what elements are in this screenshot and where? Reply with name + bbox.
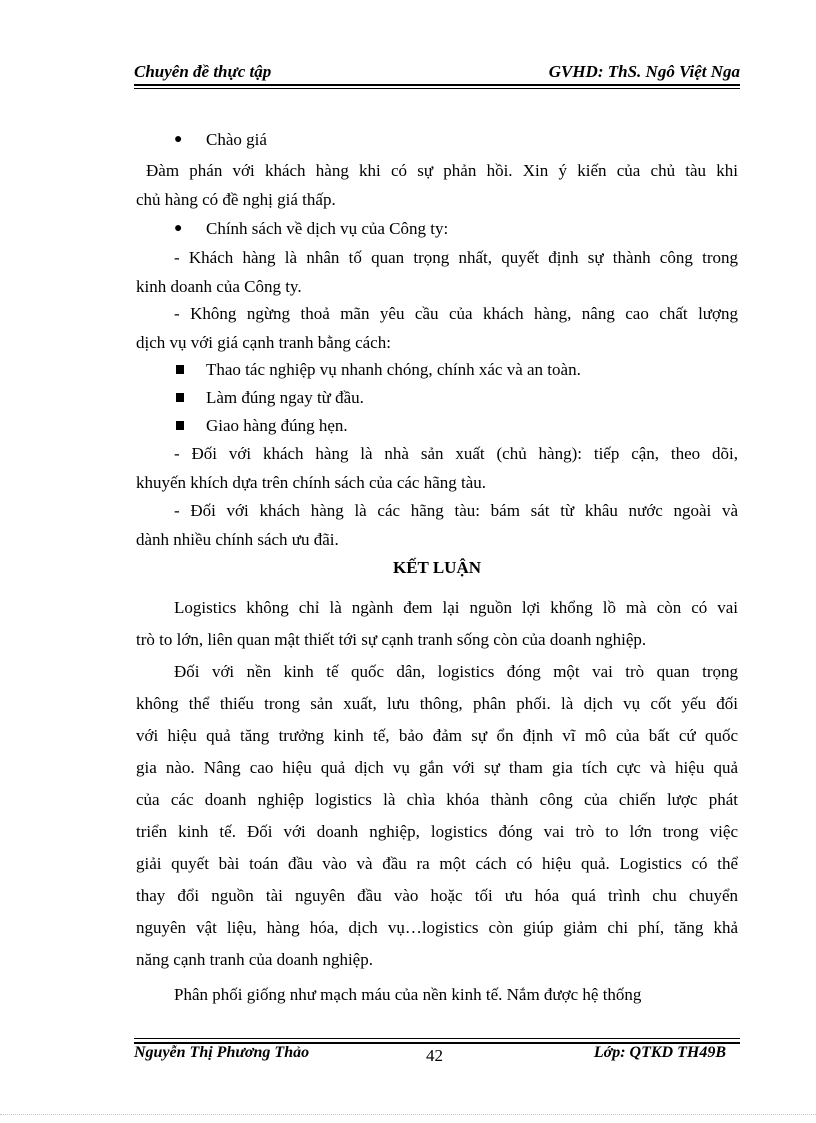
bullet-icon: ● [174,221,183,236]
paragraph-line: - Đối với khách hàng là các hãng tàu: bám sát từ khâu nước ngoài và [174,501,738,520]
paragraph-line: kinh doanh của Công ty. [136,277,302,296]
section-heading: KẾT LUẬN [392,558,481,577]
paragraph-line: nguyên vật liệu, hàng hóa, dịch vụ…logistics còn giúp giảm chi phí, tăng khả [136,918,738,937]
paragraph-line: năng cạnh tranh của doanh nghiệp. [136,950,373,969]
paragraph-line: Logistics không chỉ là ngành đem lại nguồn lợi khổng lồ mà còn có vai [174,598,738,617]
header-rule-thin [134,88,740,89]
square-bullet-icon [176,421,184,430]
page-bottom-divider [0,1114,816,1115]
paragraph-line: dành nhiều chính sách ưu đãi. [136,530,339,549]
paragraph-line: trò to lớn, liên quan mật thiết tới sự cạnh tranh sống còn của doanh nghiệp. [136,630,647,649]
square-bullet-icon [176,365,184,374]
paragraph-line: - Khách hàng là nhân tố quan trọng nhất, quyết định sự thành công trong [174,248,738,267]
square-bullet-item: Giao hàng đúng hẹn. [136,414,738,438]
paragraph-line: dịch vụ với giá cạnh tranh bằng cách: [136,333,391,352]
paragraph-line: không thể thiếu trong sản xuất, lưu thông, phân phối. là dịch vụ cốt yếu đối [136,694,738,713]
paragraph-line: chủ hàng có đề nghị giá thấp. [136,190,336,209]
footer-class: Lớp: QTKD TH49B [593,1044,726,1061]
header-supervisor: GVHD: ThS. Ngô Việt Nga [548,62,740,81]
paragraph-line: thay đổi nguồn tài nguyên đầu vào hoặc tối ưu hóa quá trình chu chuyển [136,886,738,905]
paragraph-line: triển kinh tế. Đối với doanh nghiệp, logistics đóng vai trò to lớn trong việc [136,822,738,841]
header-rule [134,84,740,86]
paragraph-line: Phân phối giống như mạch máu của nền kinh tế. Nắm được hệ thống [174,985,642,1004]
paragraph-line: - Đối với khách hàng là nhà sản xuất (chủ hàng): tiếp cận, theo dõi, [174,444,738,463]
bullet-item: ● Chính sách về dịch vụ của Công ty: [136,217,738,241]
paragraph-line: với hiệu quả tăng trưởng kinh tế, bảo đảm sự ổn định vĩ mô của bất cứ quốc [136,726,738,745]
square-bullet-item: Làm đúng ngay từ đầu. [136,386,738,410]
paragraph-line: Đàm phán với khách hàng khi có sự phản hồi. Xin ý kiến của chủ tàu khi [146,161,738,180]
bullet-item: ● Chào giá [136,128,738,152]
paragraph-line: Đối với nền kinh tế quốc dân, logistics đóng một vai trò quan trọng [174,662,738,681]
square-bullet-icon [176,393,184,402]
paragraph-line: - Không ngừng thoả mãn yêu cầu của khách hàng, nâng cao chất lượng [174,304,738,323]
page-footer [134,1044,740,1068]
page-header [134,60,740,84]
bullet-icon: ● [174,132,183,147]
square-bullet-item: Thao tác nghiệp vụ nhanh chóng, chính xác và an toàn. [136,358,738,382]
footer-author: Nguyễn Thị Phương Thảo [134,1044,310,1061]
header-topic: Chuyên đề thực tập [134,62,272,81]
footer-rule-thin [134,1038,740,1039]
page-number: 42 [426,1046,443,1065]
paragraph-line: của các doanh nghiệp logistics là chìa khóa thành công của chiến lược phát [136,790,738,809]
paragraph-line: gia nào. Nâng cao hiệu quả dịch vụ gắn với sự tham gia tích cực và hiệu quả [136,758,738,777]
paragraph-line: khuyến khích dựa trên chính sách của các hãng tàu. [136,473,487,492]
paragraph-line: giải quyết bài toán đầu vào và đầu ra một cách có hiệu quả. Logistics có thể [136,854,738,873]
